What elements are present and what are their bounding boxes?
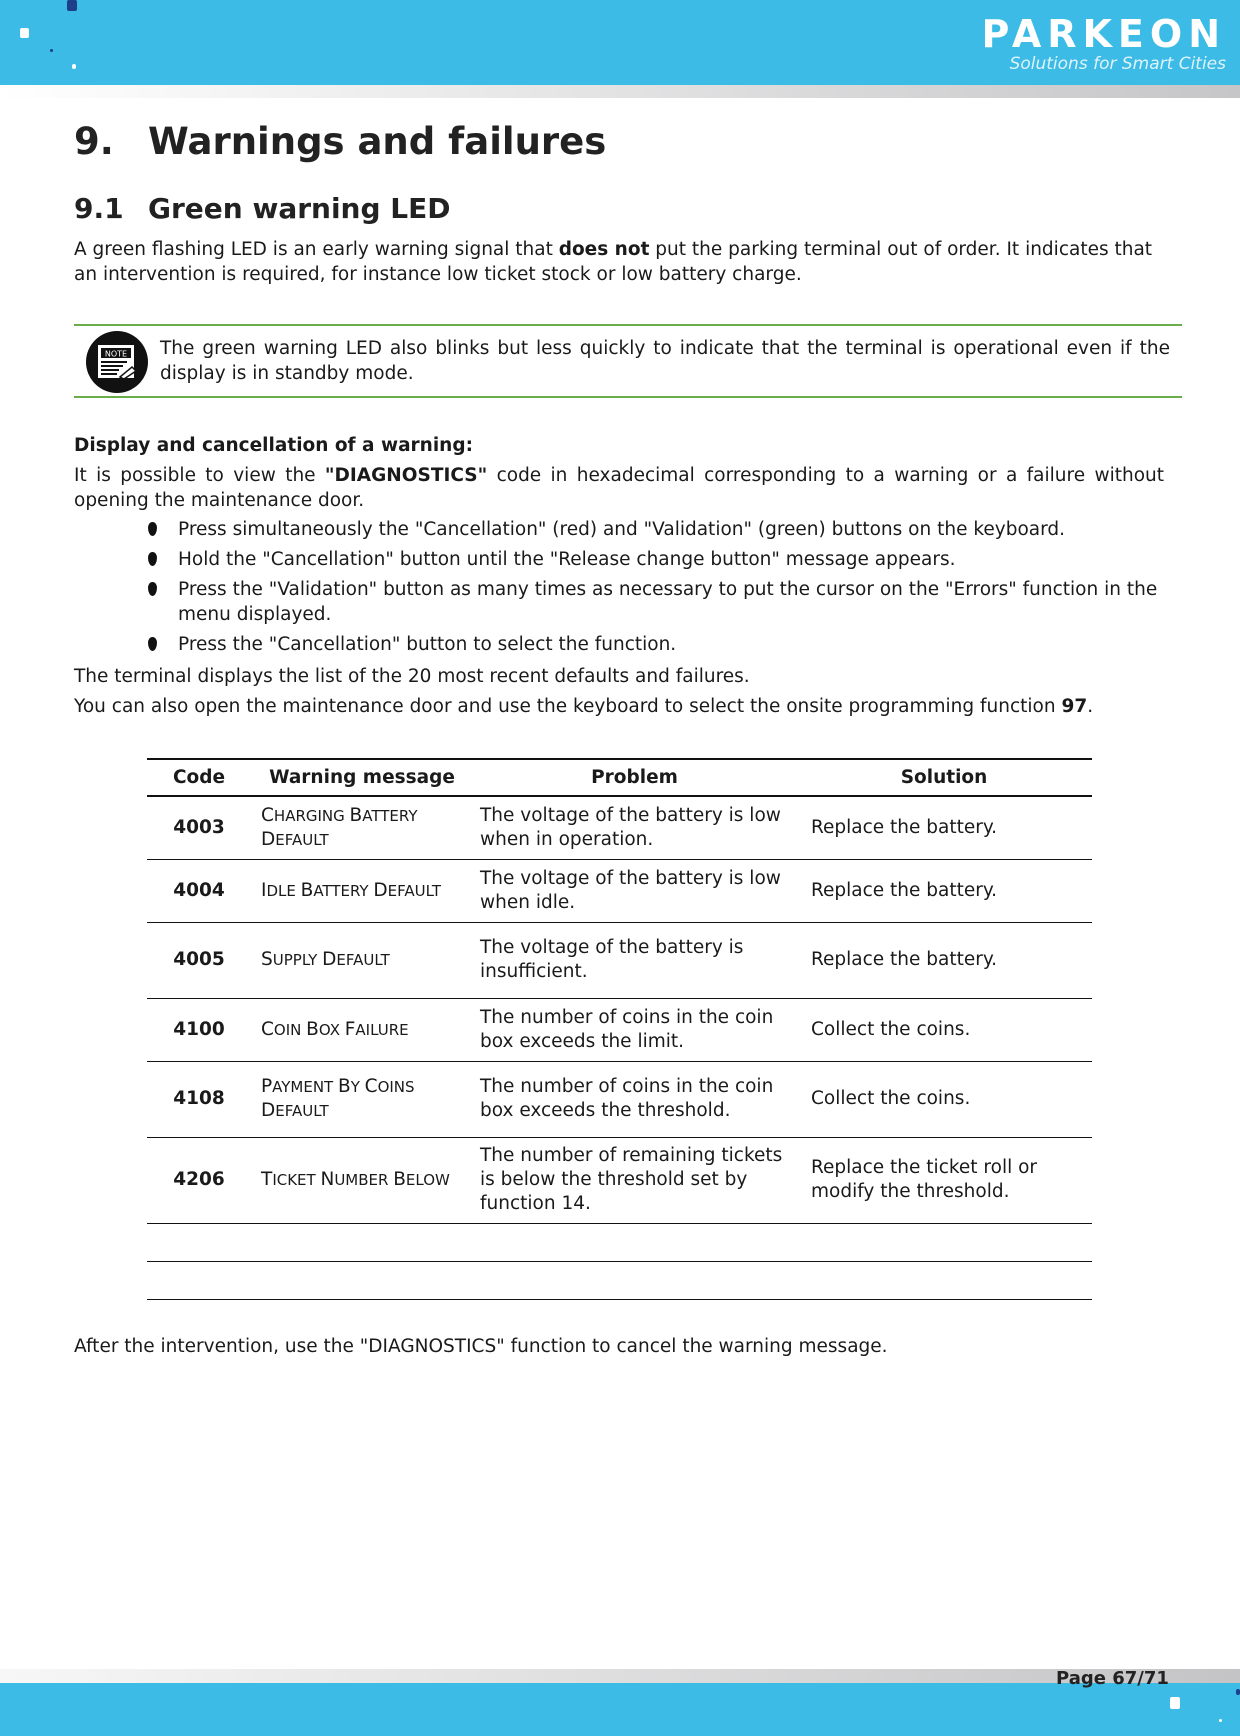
subsection-title-text: Green warning LED [148,192,451,225]
table-row [147,859,1092,922]
text: A green flashing LED is an early warning signal that [74,239,559,260]
table-row [147,998,1092,1061]
subheading: Display and cancellation of a warning: [74,435,473,456]
subsection-number: 9.1 [74,192,124,225]
table-row [147,796,1092,859]
text: It is possible to view the [74,465,325,486]
warnings-table [147,758,1092,1300]
warning-message-cell: COIN BOX FAILURE [251,998,473,1061]
list-item [148,517,1168,542]
table-header-row [147,759,1092,796]
text: . [1087,696,1094,717]
step-text: Press the "Cancellation" button to select the function. [178,634,677,655]
text-bold: 97 [1061,696,1088,717]
after-paragraph: After the intervention, use the "DIAGNOSTICS" function to cancel the warning message. [74,1336,888,1357]
bullet-icon [148,522,157,536]
decor-square [1236,1689,1240,1695]
text-bold: does not [558,239,650,260]
page-footer-band [0,1683,1240,1736]
solution-cell: Replace the ticket roll or modify the threshold. [796,1137,1092,1223]
step-text: Press simultaneously the "Cancellation" (red) and "Validation" (green) buttons on the keyboard. [178,519,1066,540]
col-code: Code [147,759,251,796]
problem-cell: The number of remaining tickets is below the threshold set by function 14. [473,1137,796,1223]
logo-tagline: Solutions for Smart Cities [1009,54,1226,74]
steps-list [148,517,1168,662]
warning-message-cell: TICKET NUMBER BELOW [251,1137,473,1223]
empty-cell [147,1223,1092,1261]
door-paragraph [74,694,1093,719]
intro-paragraph [74,237,1164,287]
decor-square [1219,1719,1222,1722]
table-row [147,922,1092,998]
code-cell: 4108 [147,1061,251,1137]
list-note: The terminal displays the list of the 20 most recent defaults and failures. [74,666,750,687]
col-problem: Problem [473,759,796,796]
warning-message-cell: PAYMENT BY COINS DEFAULT [251,1061,473,1137]
svg-text:NOTE: NOTE [104,349,128,359]
logo-name: PARKEON [981,12,1226,56]
warning-message-cell: CHARGING BATTERY DEFAULT [251,796,473,859]
text: You can also open the maintenance door and use the keyboard to select the onsite programming function [74,696,1062,717]
bullet-icon [148,552,157,566]
empty-table-row [147,1223,1092,1261]
empty-cell [147,1261,1092,1299]
col-warning-message: Warning message [251,759,473,796]
text: code in hexadecimal corresponding to a warning or a failure without opening the maintenance door. [74,465,1164,511]
code-cell: 4206 [147,1137,251,1223]
note-text: The green warning LED also blinks but less quickly to indicate that the terminal is operational even if the display is in standby mode. [160,338,1170,384]
solution-cell: Replace the battery. [796,796,1092,859]
problem-cell: The voltage of the battery is insufficient. [473,922,796,998]
code-cell: 4100 [147,998,251,1061]
decor-square [72,64,76,69]
solution-cell: Replace the battery. [796,859,1092,922]
bullet-icon [148,637,157,651]
decor-square [1170,1697,1180,1709]
warning-message-cell: SUPPLY DEFAULT [251,922,473,998]
header-gradient [0,85,1240,98]
list-item [148,577,1168,627]
problem-cell: The voltage of the battery is low when in operation. [473,796,796,859]
step-text: Press the "Validation" button as many times as necessary to put the cursor on the "Errors" function in the menu displayed. [178,579,1158,625]
table-row [147,1061,1092,1137]
step-text: Hold the "Cancellation" button until the "Release change button" message appears. [178,549,956,570]
warning-message-cell: IDLE BATTERY DEFAULT [251,859,473,922]
text-bold: "DIAGNOSTICS" [324,465,488,486]
section-title [74,120,606,163]
col-solution: Solution [796,759,1092,796]
problem-cell: The number of coins in the coin box exceeds the threshold. [473,1061,796,1137]
code-cell: 4005 [147,922,251,998]
code-cell: 4004 [147,859,251,922]
solution-cell: Collect the coins. [796,998,1092,1061]
page-number: Page 67/71 [1056,1668,1169,1689]
list-item [148,632,1168,657]
section-number: 9. [74,120,114,163]
section-title-text: Warnings and failures [148,120,607,163]
table-row [147,1137,1092,1223]
text: put the parking terminal out of order. It indicates that an intervention is required, for instance low ticket stock or low battery charge. [74,239,1153,285]
diagnostics-paragraph [74,463,1164,513]
decor-square [50,49,53,52]
solution-cell: Replace the battery. [796,922,1092,998]
parkeon-logo [981,14,1226,74]
decor-square [67,0,77,11]
bullet-icon [148,582,157,596]
problem-cell: The number of coins in the coin box exceeds the limit. [473,998,796,1061]
subsection-title [74,192,451,225]
solution-cell: Collect the coins. [796,1061,1092,1137]
note-box [74,324,1182,398]
page-header-band [0,0,1240,85]
list-item [148,547,1168,572]
footer-gradient [0,1669,1240,1683]
code-cell: 4003 [147,796,251,859]
decor-square [20,28,29,38]
problem-cell: The voltage of the battery is low when idle. [473,859,796,922]
note-icon [86,331,148,393]
empty-table-row [147,1261,1092,1299]
